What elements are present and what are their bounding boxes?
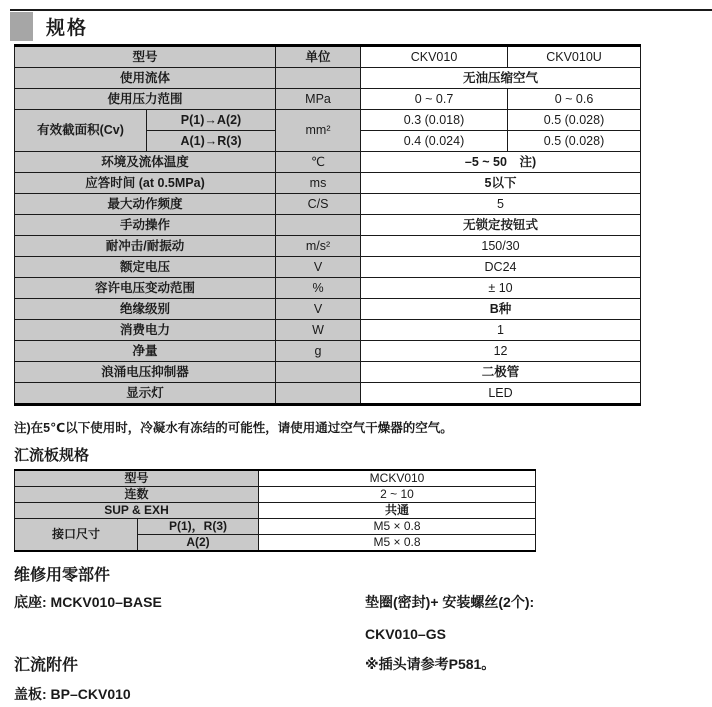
row-label: 绝缘级别 — [15, 299, 276, 320]
row-value: B种 — [361, 299, 641, 320]
spec-row-weight — [15, 341, 641, 362]
row-label: SUP & EXH — [15, 503, 259, 519]
spec-row-voltage — [15, 257, 641, 278]
manifold-spec-table — [14, 469, 536, 552]
spec-row-frequency — [15, 194, 641, 215]
spec-footnote: 注)在5℃以下使用时，冷凝水有冻结的可能性，请使用通过空气干燥器的空气。 — [14, 421, 453, 435]
row-label: 接口尺寸 — [15, 519, 138, 552]
manifold-accessories-title: 汇流附件 — [14, 657, 79, 674]
row-value: 二极管 — [361, 362, 641, 383]
row-unit: m/s² — [276, 236, 361, 257]
row-value: 5以下 — [361, 173, 641, 194]
row-unit: V — [276, 299, 361, 320]
repair-parts-title: 维修用零部件 — [14, 567, 111, 584]
manifold-row-supexh — [15, 503, 536, 519]
plug-reference-note: ※插头请参考P581。 — [365, 656, 496, 672]
manifold-row-port-1 — [15, 519, 536, 535]
spec-table — [14, 44, 641, 406]
header-model-1: CKV010 — [361, 46, 508, 68]
row-label: 额定电压 — [15, 257, 276, 278]
row-unit — [276, 215, 361, 236]
repair-base-item: 底座: MCKV010–BASE — [14, 594, 162, 610]
row-value: 150/30 — [361, 236, 641, 257]
row-unit: ℃ — [276, 152, 361, 173]
row-value: 2 ~ 10 — [259, 487, 536, 503]
top-rule — [10, 9, 712, 11]
row-value: LED — [361, 383, 641, 405]
row-label: 应答时间 (at 0.5MPa) — [15, 173, 276, 194]
row-label: 耐冲击/耐振动 — [15, 236, 276, 257]
row-value: 无锁定按钮式 — [361, 215, 641, 236]
row-value-1: 0.3 (0.018) — [361, 110, 508, 131]
repair-gasket-item: 垫圈(密封)+ 安装螺丝(2个): — [365, 594, 535, 610]
row-unit — [276, 383, 361, 405]
spec-row-tolerance — [15, 278, 641, 299]
repair-gasket-model: CKV010–GS — [365, 626, 446, 642]
row-unit: MPa — [276, 89, 361, 110]
row-label: 净量 — [15, 341, 276, 362]
row-sublabel: P(1)，R(3) — [138, 519, 259, 535]
spec-row-insulation — [15, 299, 641, 320]
header-model-2: CKV010U — [508, 46, 641, 68]
row-value: 12 — [361, 341, 641, 362]
row-unit — [276, 68, 361, 89]
spec-row-response — [15, 173, 641, 194]
row-unit: ms — [276, 173, 361, 194]
spec-row-temperature — [15, 152, 641, 173]
row-value-1: 0 ~ 0.7 — [361, 89, 508, 110]
row-label: 显示灯 — [15, 383, 276, 405]
row-value: M5 × 0.8 — [259, 535, 536, 552]
row-value-2: 0.5 (0.028) — [508, 110, 641, 131]
row-value: 共通 — [259, 503, 536, 519]
row-label: 环境及流体温度 — [15, 152, 276, 173]
row-label: 手动操作 — [15, 215, 276, 236]
row-label: 有效截面积(Cv) — [15, 110, 147, 152]
row-label: 连数 — [15, 487, 259, 503]
row-label: 容许电压变动范围 — [15, 278, 276, 299]
spec-row-surge — [15, 362, 641, 383]
row-unit: W — [276, 320, 361, 341]
row-value: 5 — [361, 194, 641, 215]
row-label: 消费电力 — [15, 320, 276, 341]
row-sublabel: A(2) — [138, 535, 259, 552]
row-unit: C/S — [276, 194, 361, 215]
manifold-row-stations — [15, 487, 536, 503]
spec-row-indicator — [15, 383, 641, 405]
spec-header-row — [15, 46, 641, 68]
row-unit: g — [276, 341, 361, 362]
row-unit — [276, 362, 361, 383]
row-value: 1 — [361, 320, 641, 341]
row-label: 使用压力范围 — [15, 89, 276, 110]
row-sublabel: P(1)→A(2) — [147, 110, 276, 131]
row-value: MCKV010 — [259, 470, 536, 487]
row-value: –5 ~ 50 注) — [361, 152, 641, 173]
row-label: 型号 — [15, 470, 259, 487]
row-label: 最大动作频度 — [15, 194, 276, 215]
row-value-1: 0.4 (0.024) — [361, 131, 508, 152]
header-unit-label: 单位 — [276, 46, 361, 68]
header-model-label: 型号 — [15, 46, 276, 68]
spec-row-shock — [15, 236, 641, 257]
row-sublabel: A(1)→R(3) — [147, 131, 276, 152]
row-unit: % — [276, 278, 361, 299]
row-unit: V — [276, 257, 361, 278]
spec-row-manual — [15, 215, 641, 236]
row-unit: mm² — [276, 110, 361, 152]
row-value: M5 × 0.8 — [259, 519, 536, 535]
row-label: 浪涌电压抑制器 — [15, 362, 276, 383]
manifold-row-model — [15, 470, 536, 487]
spec-row-fluid — [15, 68, 641, 89]
page-title: 规格 — [46, 18, 89, 39]
row-value: ± 10 — [361, 278, 641, 299]
cover-plate-item: 盖板: BP–CKV010 — [14, 686, 131, 702]
row-value: DC24 — [361, 257, 641, 278]
spec-row-power — [15, 320, 641, 341]
row-value-2: 0 ~ 0.6 — [508, 89, 641, 110]
row-label: 使用流体 — [15, 68, 276, 89]
row-value-2: 0.5 (0.028) — [508, 131, 641, 152]
row-value: 无油压缩空气 — [361, 68, 641, 89]
manifold-section-title: 汇流板规格 — [14, 447, 90, 464]
section-marker-icon — [10, 12, 33, 41]
spec-row-cv-1 — [15, 110, 641, 131]
spec-row-pressure — [15, 89, 641, 110]
